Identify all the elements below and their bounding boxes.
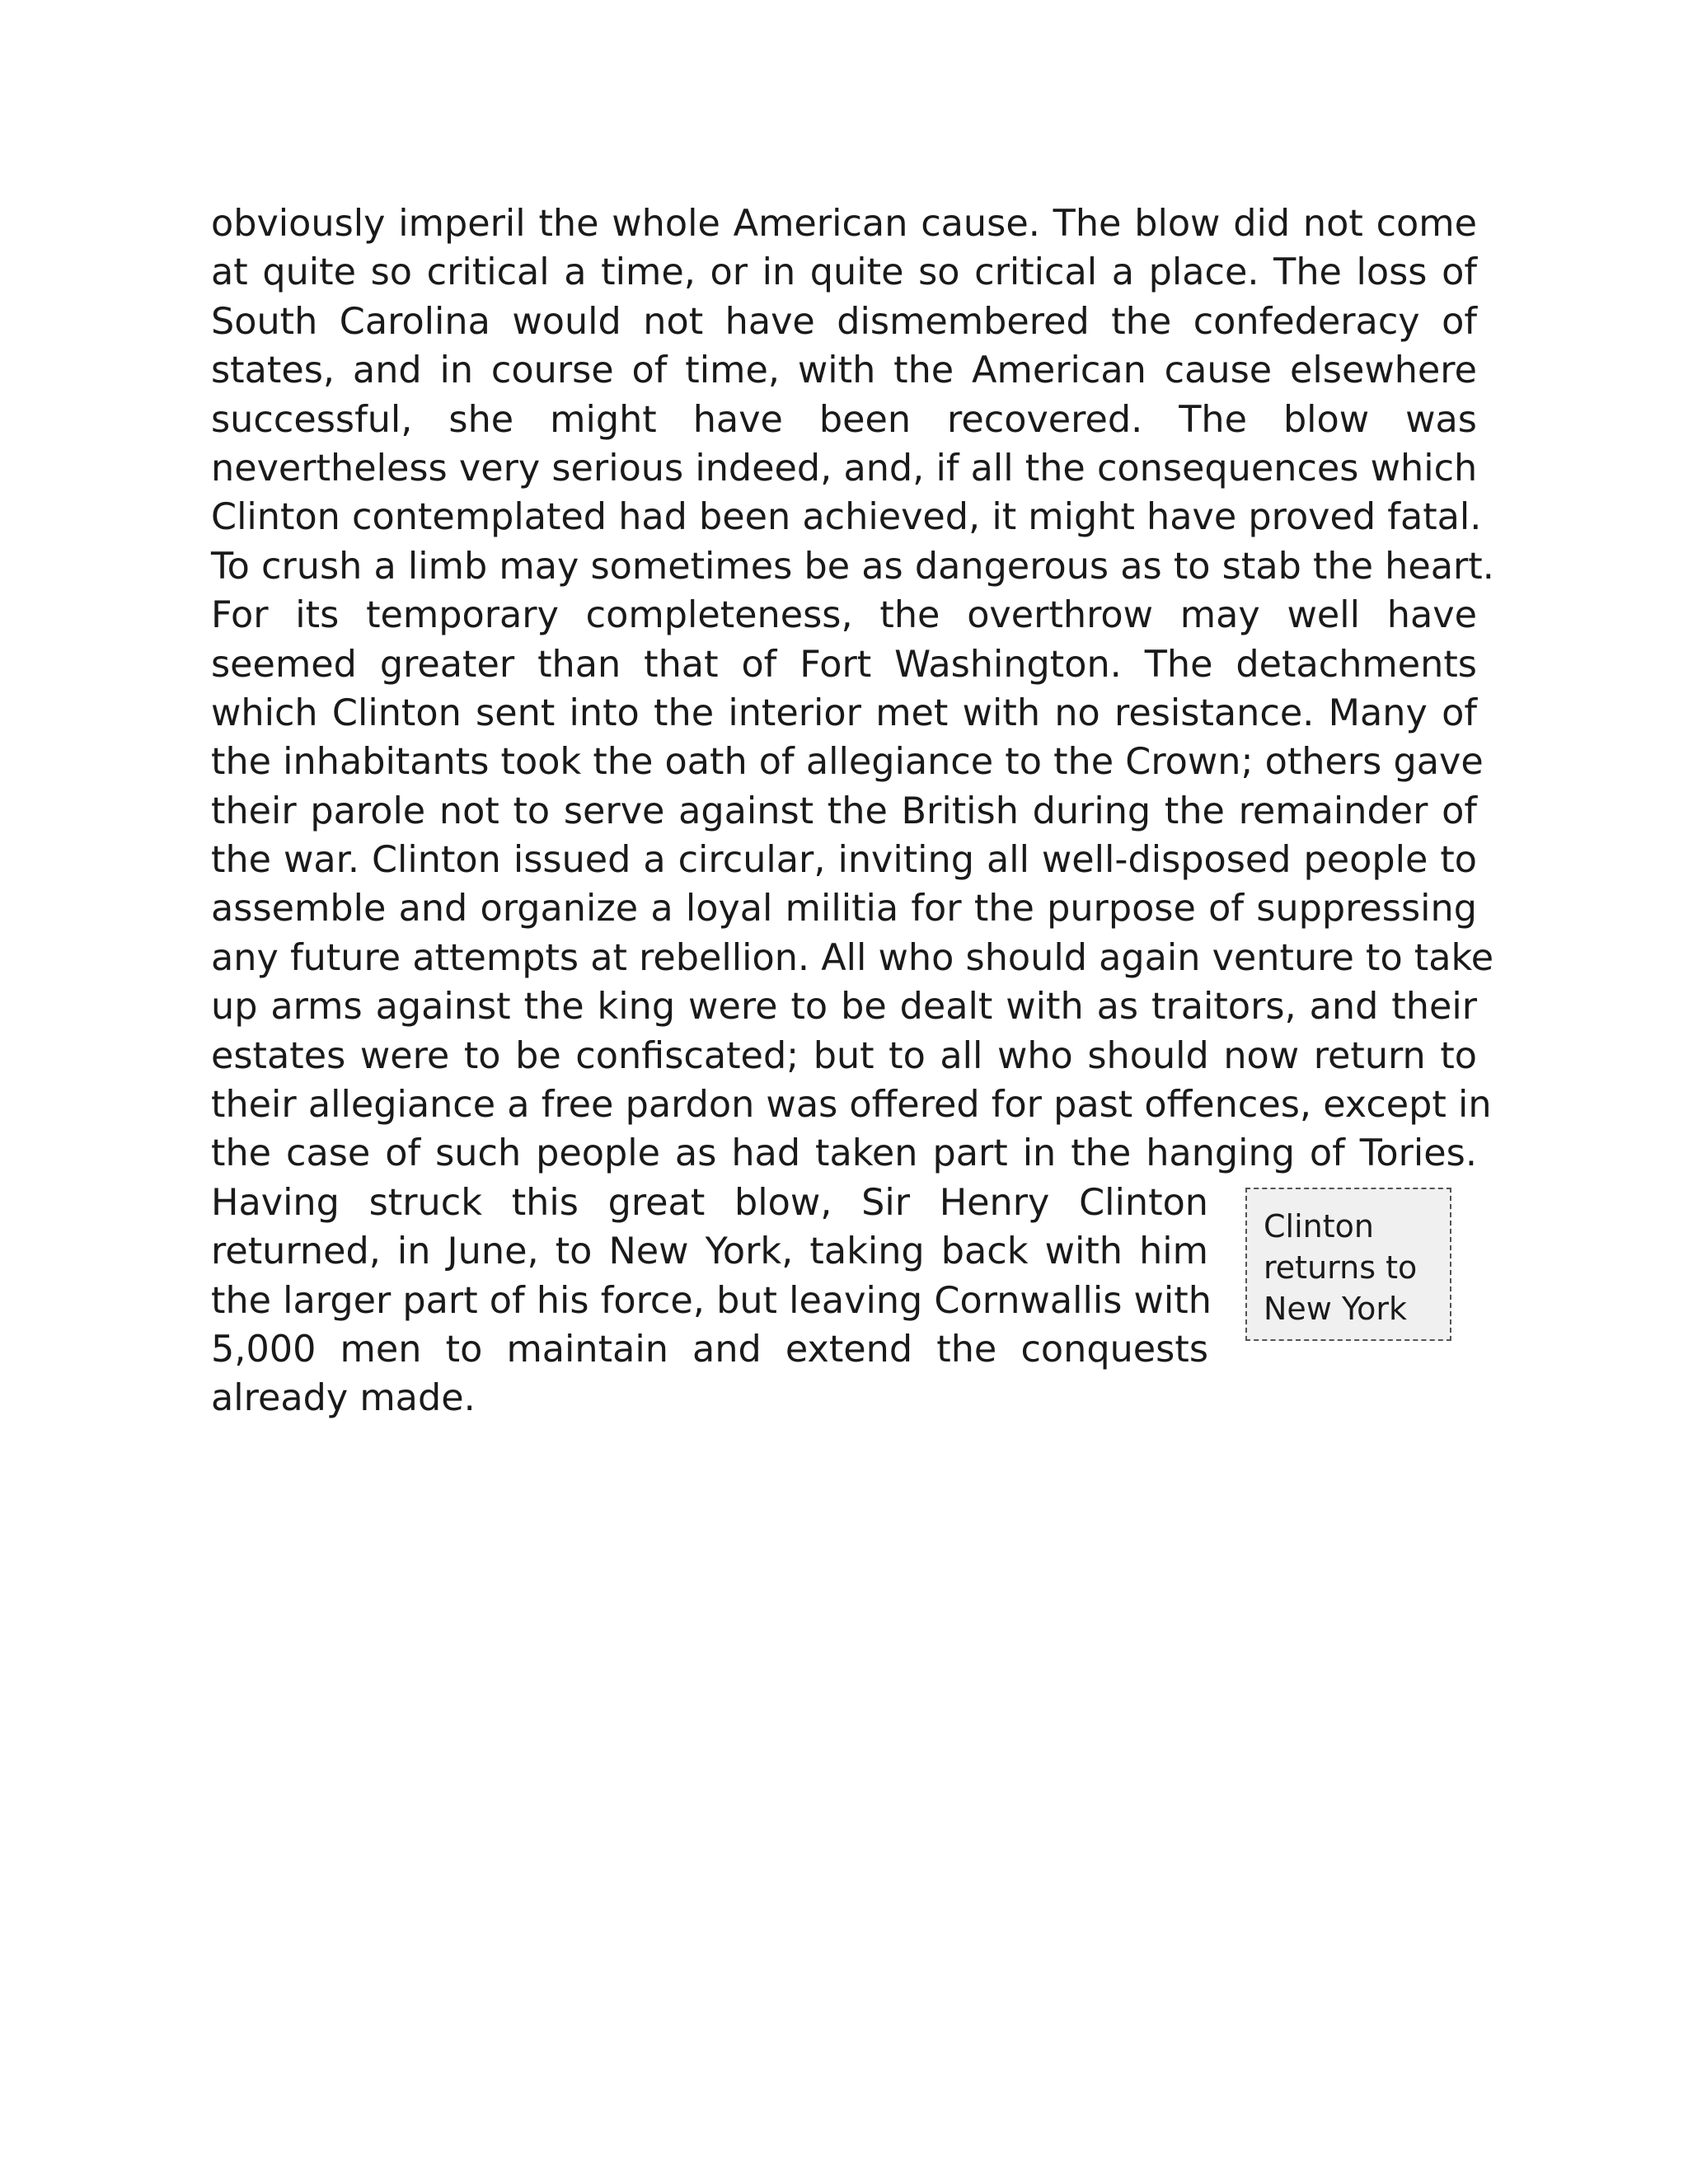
text-line: states, and in course of time, with the American cause elsewhere	[211, 349, 1477, 392]
text-line: already made.	[211, 1377, 476, 1420]
margin-note	[1245, 1188, 1451, 1341]
text-line: obviously imperil the whole American cause. The blow did not come	[211, 203, 1477, 245]
text-line: Having struck this great blow, Sir Henry Clinton	[211, 1181, 1208, 1224]
text-line: 5,000 men to maintain and extend the conquests	[211, 1328, 1208, 1371]
text-line: seemed greater than that of Fort Washington. The detachments	[211, 643, 1477, 686]
text-line: their parole not to serve against the British during the remainder of	[211, 790, 1477, 832]
text-line: Clinton contemplated had been achieved, it might have proved fatal.	[211, 496, 1482, 539]
text-line: returned, in June, to New York, taking back with him	[211, 1230, 1208, 1273]
text-line: For its temporary completeness, the overthrow may well have	[211, 594, 1477, 637]
text-line: South Carolina would not have dismembered the confederacy of	[211, 300, 1477, 343]
text-line: nevertheless very serious indeed, and, if all the consequences which	[211, 447, 1478, 490]
text-line: successful, she might have been recovered. The blow was	[211, 398, 1477, 441]
text-line: To crush a limb may sometimes be as dangerous as to stab the heart.	[211, 545, 1494, 588]
text-line: assemble and organize a loyal militia for the purpose of suppressing	[211, 888, 1477, 930]
text-line: the case of such people as had taken part in the hanging of Tories.	[211, 1132, 1477, 1175]
text-line: estates were to be confiscated; but to all who should now return to	[211, 1034, 1477, 1077]
margin-note-line: returns to	[1264, 1249, 1418, 1286]
margin-note-line: Clinton	[1264, 1208, 1374, 1244]
text-line: which Clinton sent into the interior met with no resistance. Many of	[211, 691, 1477, 734]
text-line: the inhabitants took the oath of allegiance to the Crown; others gave	[211, 741, 1484, 784]
text-line: any future attempts at rebellion. All who should again venture to take	[211, 936, 1494, 979]
text-line: the war. Clinton issued a circular, inviting all well-disposed people to	[211, 839, 1477, 882]
text-line: the larger part of his force, but leaving Cornwallis with	[211, 1279, 1212, 1322]
text-line: their allegiance a free pardon was offered for past offences, except in	[211, 1084, 1492, 1127]
text-line: up arms against the king were to be dealt with as traitors, and their	[211, 986, 1477, 1029]
text-line: at quite so critical a time, or in quite so critical a place. The loss of	[211, 251, 1477, 294]
margin-note-line: New York	[1264, 1291, 1408, 1327]
